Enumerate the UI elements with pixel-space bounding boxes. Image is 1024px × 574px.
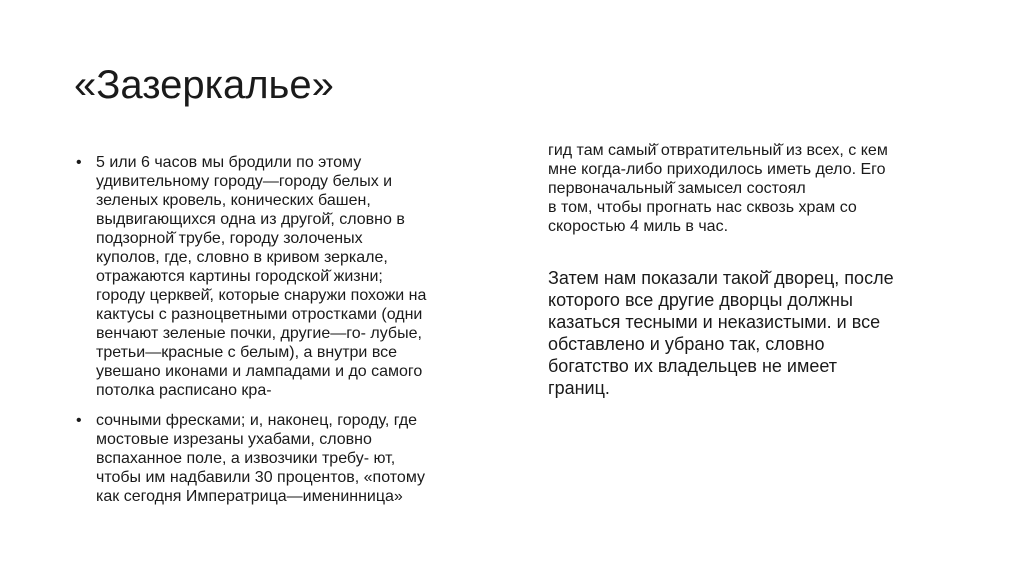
text-line: потолка расписано кра- (96, 382, 272, 399)
text-line: 5 или 6 часов мы бродили по этому (96, 154, 362, 171)
text-line: казаться тесными и неказистыми. и все (548, 312, 881, 332)
paragraph-guide (548, 141, 988, 236)
bullet-item-2 (76, 411, 516, 506)
text-line: вспаханное поле, а извозчики требу- ют, (96, 450, 396, 467)
text-line: увешано иконами и лампадами и до самого (96, 363, 423, 380)
bullet-list (76, 153, 516, 506)
text-line: мостовые изрезаны ухабами, словно (96, 431, 372, 448)
text-line: венчают зеленые почки, другие—го- лубые, (96, 325, 422, 342)
text-line: гид там самый̆ отвратительный̆ из всех, с кем (548, 142, 888, 159)
slide-title: «Зазеркалье» (74, 63, 334, 107)
text-line: выдвигающихся одна из другой̆, словно в (96, 211, 405, 228)
text-line: которого все другие дворцы должны (548, 290, 853, 310)
right-text-column (548, 141, 988, 399)
text-line: обставлено и убрано так, словно (548, 334, 825, 354)
text-line: куполов, где, словно в кривом зеркале, (96, 249, 388, 266)
left-text-column (76, 153, 516, 517)
text-line: как сегодня Императрица—именинница» (96, 488, 403, 505)
text-line: сочными фресками; и, наконец, городу, где (96, 412, 418, 429)
text-line: в том, чтобы прогнать нас сквозь храм со (548, 199, 857, 216)
text-line: отражаются картины городской̆ жизни; (96, 268, 383, 285)
text-line: богатство их владельцев не имеет (548, 356, 838, 376)
text-line: мне когда-либо приходилось иметь дело. Его (548, 161, 886, 178)
bullet-marker: • (76, 412, 82, 429)
paragraph-palace (548, 267, 988, 399)
text-line: кактусы с разноцветными отростками (одни (96, 306, 423, 323)
text-line: городу церквей̆, которые снаружи похожи на (96, 287, 427, 304)
bullet-item-1 (76, 153, 516, 400)
text-line: чтобы им надбавили 30 процентов, «потому (96, 469, 425, 486)
text-line: первоначальный̆ замысел состоял (548, 180, 806, 197)
bullet-marker: • (76, 154, 82, 171)
text-line: подзорной̆ трубе, городу золоченых (96, 230, 363, 247)
text-line: третьи—красные с белым), а внутри все (96, 344, 398, 361)
text-line: границ. (548, 378, 610, 398)
text-line: удивительному городу—городу белых и (96, 173, 393, 190)
text-line: скоростью 4 миль в час. (548, 218, 729, 235)
text-line: зеленых кровель, конических башен, (96, 192, 371, 209)
text-line: Затем нам показали такой̆ дворец, после (548, 268, 894, 288)
